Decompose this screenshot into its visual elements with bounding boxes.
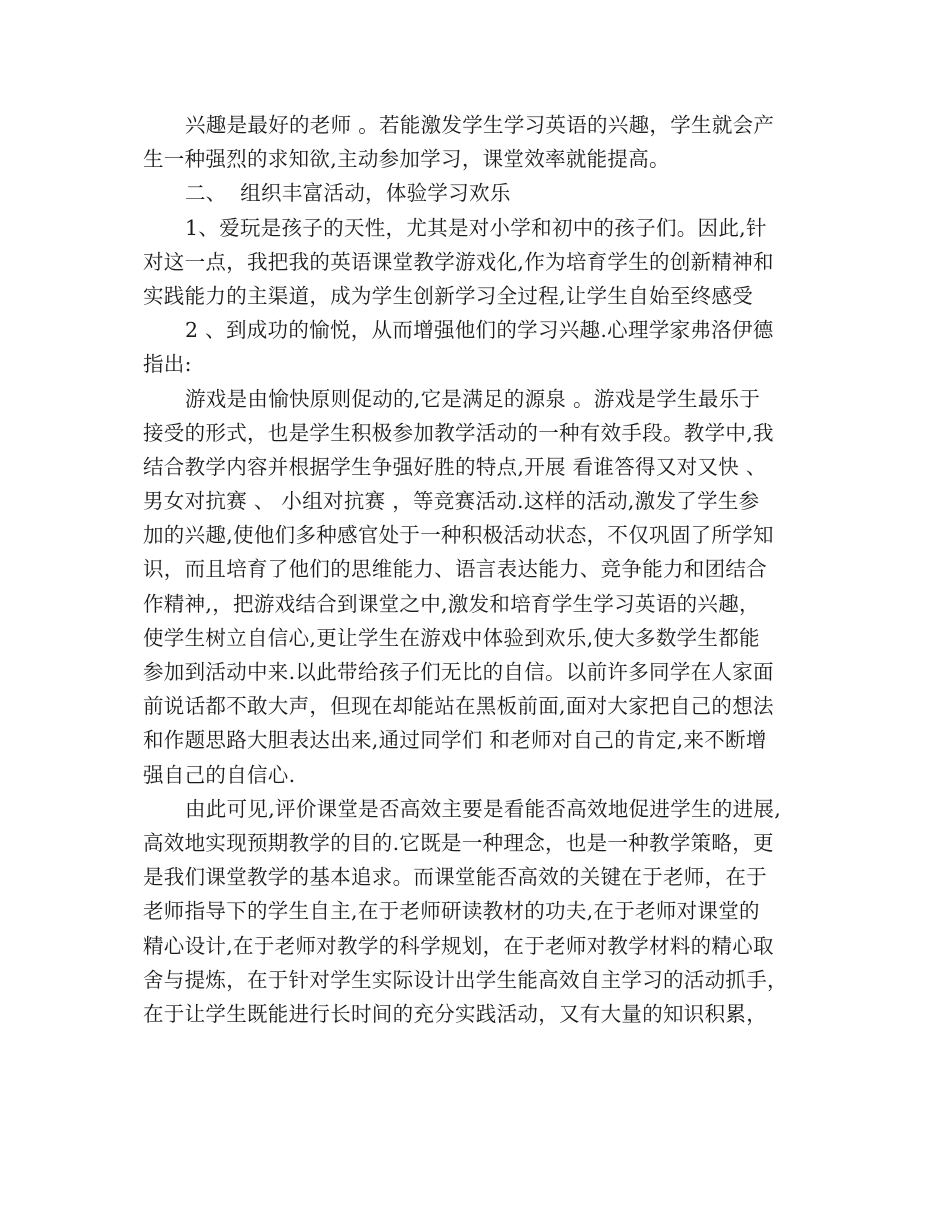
text-line: 在于让学生既能进行长时间的充分实践活动，又有大量的知识积累，: [143, 1001, 767, 1026]
text-line: 使学生树立自信心,更让学生在游戏中体验到欢乐,使大多数学生都能: [143, 625, 760, 650]
text-line: 接受的形式，也是学生积极参加教学活动的一种有效手段。教学中,我: [143, 420, 774, 445]
text-line: 舍与提炼，在于针对学生实际设计出学生能高效自主学习的活动抓手，: [143, 967, 788, 992]
text-line: 实践能力的主渠道，成为学生创新学习全过程,让学生自始至终感受: [143, 283, 754, 308]
section-heading: 二、 组织丰富活动，体验学习欢乐: [185, 181, 511, 206]
text-line: 精心设计,在于老师对教学的科学规划，在于老师对教学材料的精心取: [143, 933, 774, 958]
text-line: 游戏是由愉快原则促动的,它是满足的源泉 。游戏是学生最乐于: [185, 386, 761, 411]
text-line: 和作题思路大胆表达出来,通过同学们 和老师对自己的肯定,来不断增: [143, 728, 767, 753]
text-line: 加的兴趣,使他们多种感官处于一种积极活动状态，不仅巩固了所学知: [143, 523, 774, 548]
text-line: 参加到活动中来.以此带给孩子们无比的自信。以前许多同学在人家面: [143, 660, 774, 684]
text-line: 对这一点，我把我的英语课堂教学游戏化,作为培育学生的创新精神和: [143, 249, 774, 274]
text-line: 高效地实现预期教学的目的.它既是一种理念，也是一种教学策略，更: [143, 830, 774, 855]
text-line: 强自己的自信心.: [143, 762, 296, 787]
text-line: 2 、到成功的愉悦，从而增强他们的学习兴趣.心理学家弗洛伊德: [185, 318, 774, 343]
text-line: 兴趣是最好的老师 。若能激发学生学习英语的兴趣，学生就会产: [185, 113, 775, 137]
text-line: 作精神,，把游戏结合到课堂之中,激发和培育学生学习英语的兴趣，: [143, 591, 760, 616]
text-line: 指出:: [143, 352, 192, 377]
text-line: 男女对抗赛 、 小组对抗赛 ，等竞赛活动.这样的活动,激发了学生参: [143, 489, 760, 514]
text-line: 老师指导下的学生自主,在于老师研读教材的功夫,在于老师对课堂的: [143, 899, 760, 924]
text-line: 由此可见,评价课堂是否高效主要是看能否高效地促进学生的进展,: [185, 796, 782, 821]
text-line: 识，而且培育了他们的思维能力、语言表达能力、竞争能力和团结合: [143, 557, 767, 582]
text-line: 生一种强烈的求知欲,主动参加学习，课堂效率就能提高。: [143, 147, 670, 172]
text-line: 1、爱玩是孩子的天性，尤其是对小学和初中的孩子们。因此,针: [185, 215, 767, 240]
document-body: [143, 108, 833, 1031]
text-line: 结合教学内容并根据学生争强好胜的特点,开展 看谁答得又对又快 、: [143, 454, 767, 479]
text-line: 是我们课堂教学的基本追求。而课堂能否高效的关键在于老师，在于: [143, 865, 767, 890]
text-line: 前说话都不敢大声，但现在却能站在黑板前面,面对大家把自己的想法: [143, 694, 774, 719]
